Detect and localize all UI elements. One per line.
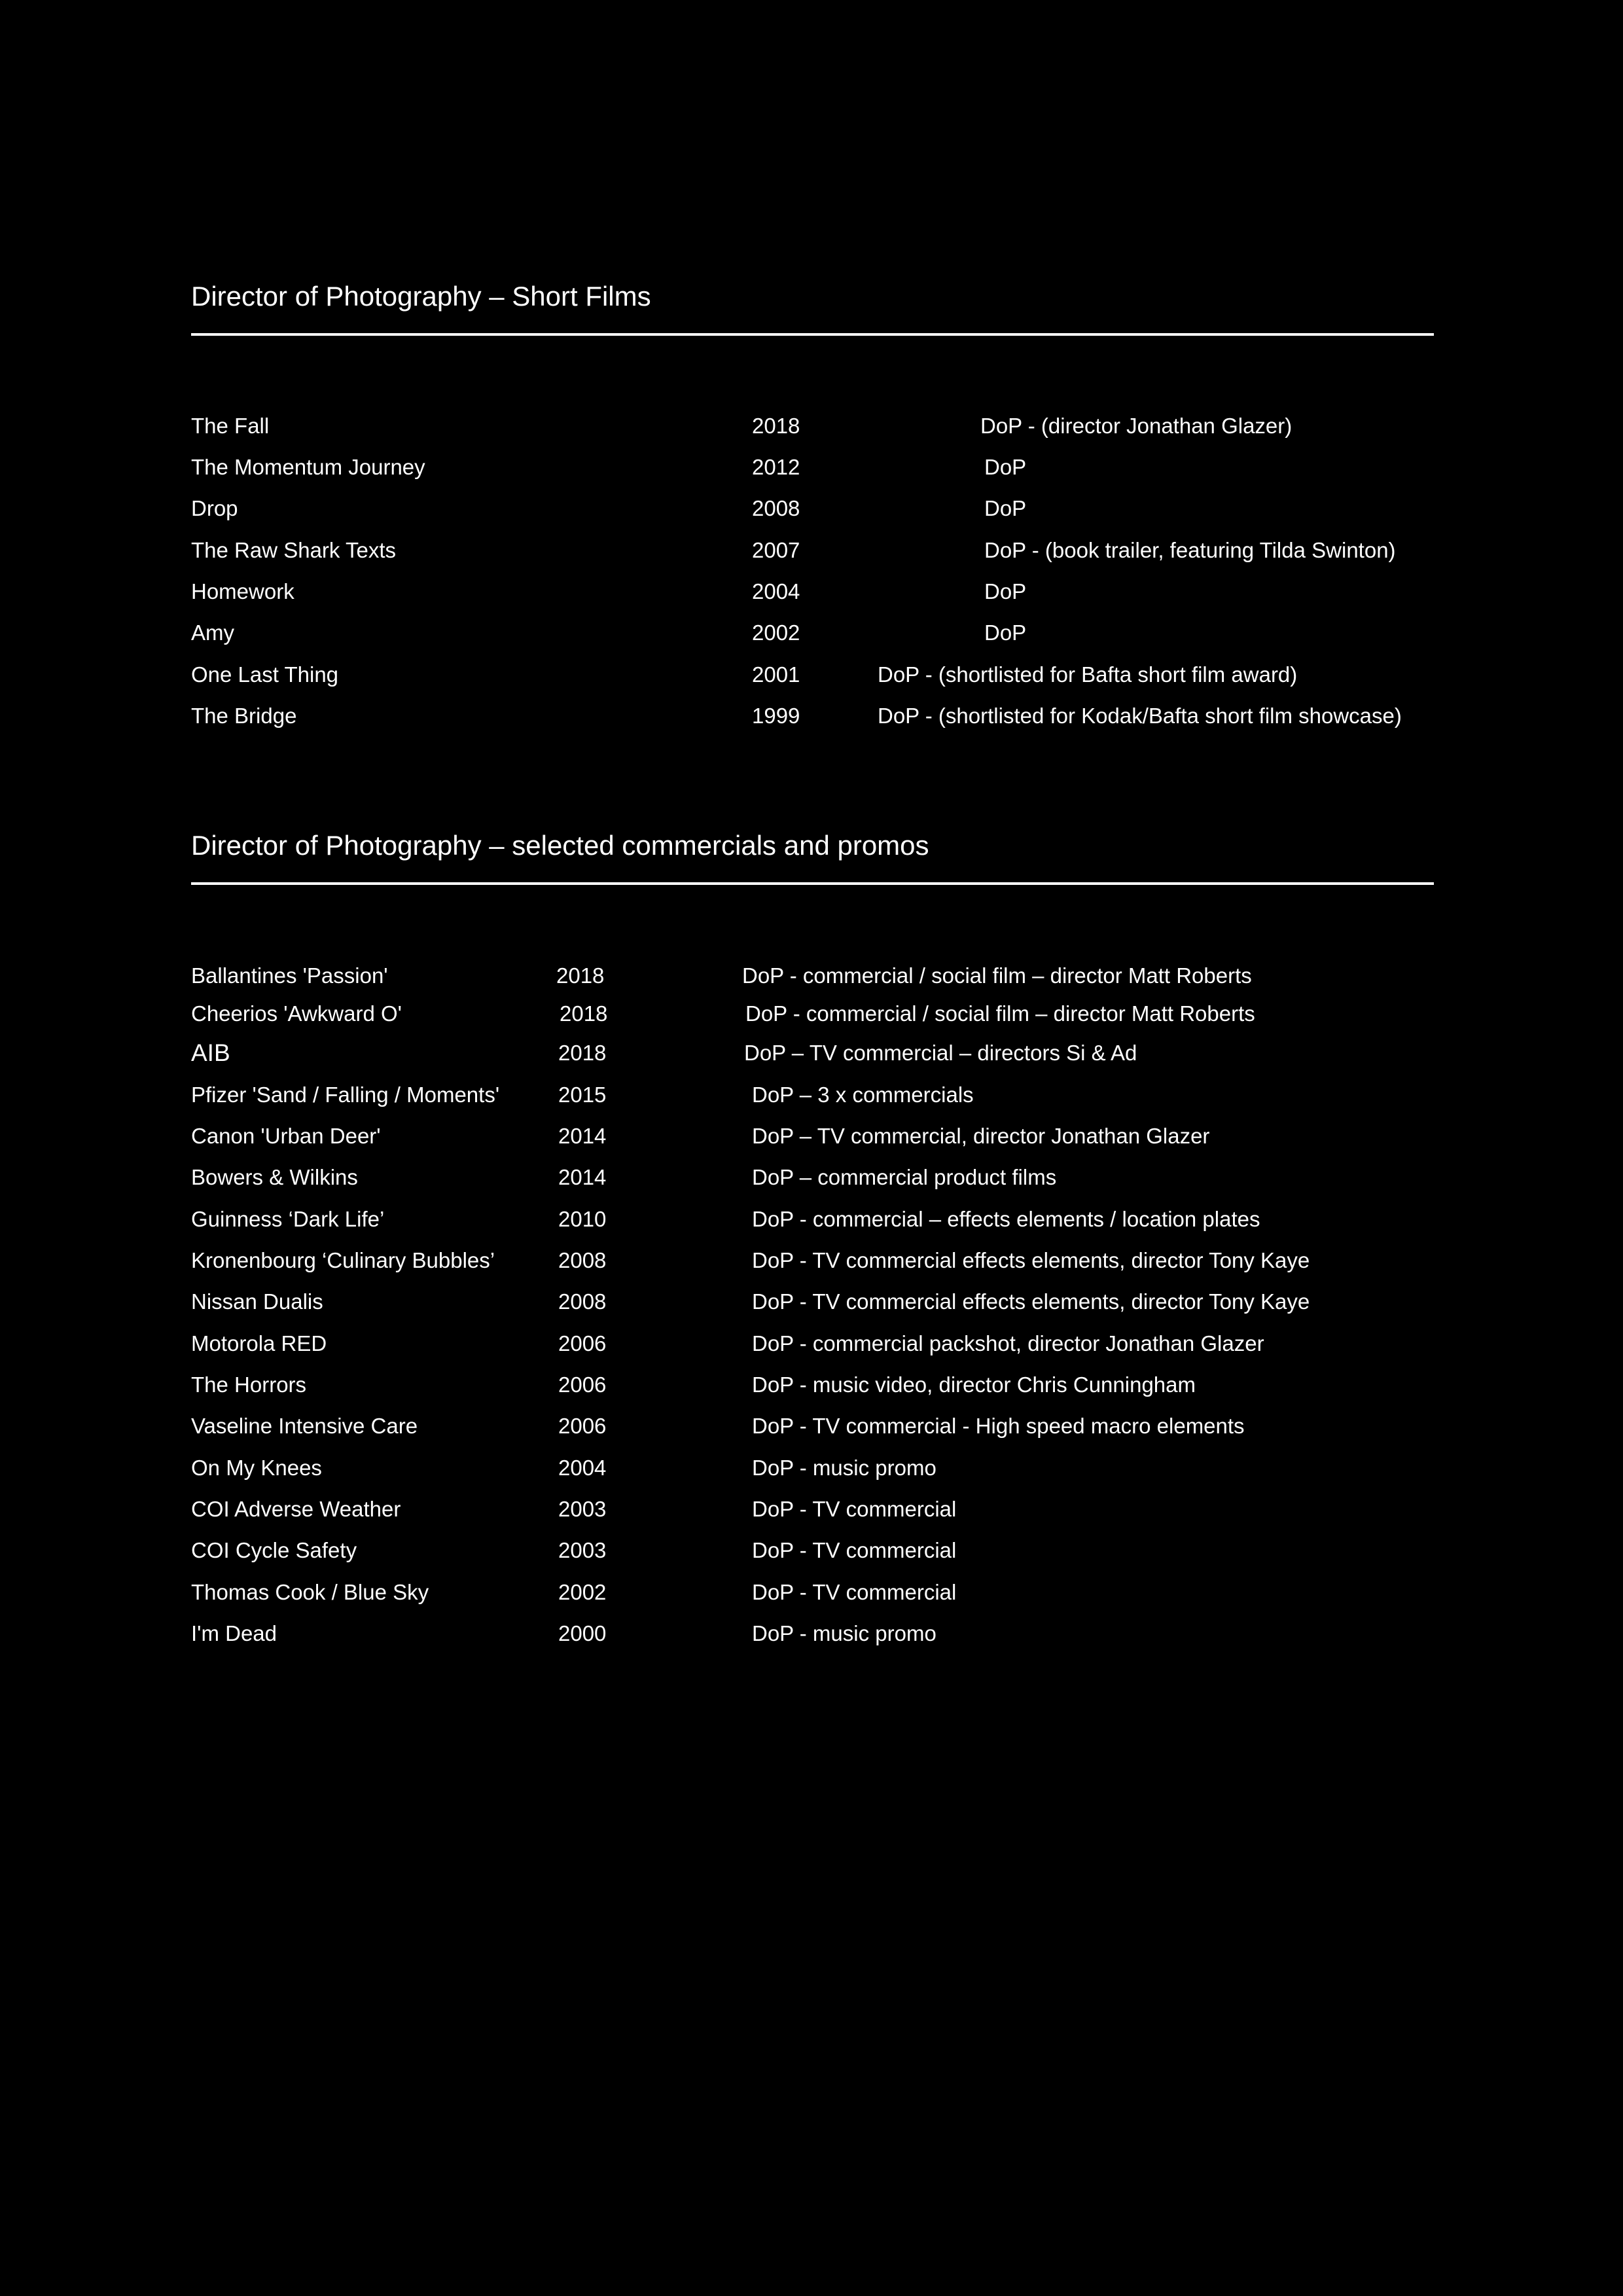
commercial-role: DoP - TV commercial <box>752 1497 957 1521</box>
commercial-title: AIB <box>191 1039 230 1066</box>
commercial-role: DoP - music promo <box>752 1621 936 1645</box>
commercial-year: 2015 <box>558 1083 607 1107</box>
commercial-year: 2010 <box>558 1207 607 1231</box>
commercial-role: DoP - commercial packshot, director Jonathan Glazer <box>752 1331 1264 1355</box>
commercial-role: DoP – TV commercial, director Jonathan Glazer <box>752 1124 1210 1148</box>
film-year: 1999 <box>752 704 800 728</box>
film-title: Homework <box>191 579 294 603</box>
commercial-role: DoP – TV commercial – directors Si & Ad <box>744 1041 1137 1065</box>
commercial-year: 2018 <box>560 1001 608 1026</box>
commercial-title: Pfizer 'Sand / Falling / Moments' <box>191 1083 500 1107</box>
short-films-divider <box>191 333 1434 336</box>
commercial-title: Motorola RED <box>191 1331 327 1355</box>
commercial-role: DoP - TV commercial <box>752 1538 957 1562</box>
film-title: The Momentum Journey <box>191 455 425 479</box>
commercial-title: I'm Dead <box>191 1621 277 1645</box>
commercial-role: DoP - TV commercial effects elements, director Tony Kaye <box>752 1289 1310 1314</box>
film-year: 2012 <box>752 455 800 479</box>
commercial-year: 2003 <box>558 1538 607 1562</box>
commercial-role: DoP - commercial / social film – director Matt Roberts <box>742 963 1252 988</box>
commercial-title: COI Adverse Weather <box>191 1497 401 1521</box>
commercial-year: 2014 <box>558 1124 607 1148</box>
film-year: 2007 <box>752 538 800 562</box>
commercial-year: 2008 <box>558 1289 607 1314</box>
commercial-title: Ballantines 'Passion' <box>191 963 388 988</box>
commercials-divider <box>191 882 1434 885</box>
film-role: DoP - (book trailer, featuring Tilda Swinton) <box>984 538 1396 562</box>
commercial-title: Vaseline Intensive Care <box>191 1414 418 1438</box>
film-role: DoP - (director Jonathan Glazer) <box>980 414 1293 438</box>
commercial-year: 2003 <box>558 1497 607 1521</box>
commercial-title: On My Knees <box>191 1456 322 1480</box>
commercial-year: 2006 <box>558 1414 607 1438</box>
film-role: DoP <box>984 579 1027 603</box>
commercial-role: DoP - TV commercial - High speed macro elements <box>752 1414 1245 1438</box>
commercial-year: 2018 <box>556 963 605 988</box>
commercial-role: DoP - music video, director Chris Cunningham <box>752 1372 1196 1397</box>
film-title: The Raw Shark Texts <box>191 538 397 562</box>
commercial-title: Guinness ‘Dark Life’ <box>191 1207 385 1231</box>
film-year: 2018 <box>752 414 800 438</box>
film-year: 2001 <box>752 662 800 687</box>
film-title: One Last Thing <box>191 662 339 687</box>
commercial-title: The Horrors <box>191 1372 307 1397</box>
commercial-role: DoP - TV commercial effects elements, director Tony Kaye <box>752 1248 1310 1272</box>
film-title: Drop <box>191 496 238 520</box>
commercial-title: Bowers & Wilkins <box>191 1165 358 1189</box>
film-year: 2004 <box>752 579 800 603</box>
film-year: 2002 <box>752 620 800 645</box>
film-role: DoP - (shortlisted for Bafta short film award) <box>878 662 1298 687</box>
commercial-year: 2014 <box>558 1165 607 1189</box>
commercial-year: 2006 <box>558 1331 607 1355</box>
commercial-role: DoP - commercial / social film – director Matt Roberts <box>745 1001 1255 1026</box>
film-role: DoP - (shortlisted for Kodak/Bafta short film showcase) <box>878 704 1402 728</box>
commercial-role: DoP – 3 x commercials <box>752 1083 974 1107</box>
commercial-role: DoP – commercial product films <box>752 1165 1057 1189</box>
commercial-year: 2000 <box>558 1621 607 1645</box>
film-title: Amy <box>191 620 234 645</box>
commercial-year: 2006 <box>558 1372 607 1397</box>
film-year: 2008 <box>752 496 800 520</box>
film-title: The Fall <box>191 414 270 438</box>
commercial-title: Canon 'Urban Deer' <box>191 1124 381 1148</box>
film-role: DoP <box>984 620 1027 645</box>
commercial-role: DoP - commercial – effects elements / location plates <box>752 1207 1260 1231</box>
commercial-title: COI Cycle Safety <box>191 1538 357 1562</box>
commercial-role: DoP - TV commercial <box>752 1580 957 1604</box>
film-role: DoP <box>984 455 1027 479</box>
short-films-heading: Director of Photography – Short Films <box>191 281 651 312</box>
commercial-title: Thomas Cook / Blue Sky <box>191 1580 429 1604</box>
commercial-year: 2002 <box>558 1580 607 1604</box>
commercial-role: DoP - music promo <box>752 1456 936 1480</box>
commercial-title: Kronenbourg ‘Culinary Bubbles’ <box>191 1248 495 1272</box>
commercial-year: 2008 <box>558 1248 607 1272</box>
commercial-year: 2004 <box>558 1456 607 1480</box>
commercial-year: 2018 <box>558 1041 607 1065</box>
film-role: DoP <box>984 496 1027 520</box>
commercial-title: Nissan Dualis <box>191 1289 323 1314</box>
commercials-heading: Director of Photography – selected commercials and promos <box>191 830 929 861</box>
film-title: The Bridge <box>191 704 297 728</box>
commercial-title: Cheerios 'Awkward O' <box>191 1001 402 1026</box>
